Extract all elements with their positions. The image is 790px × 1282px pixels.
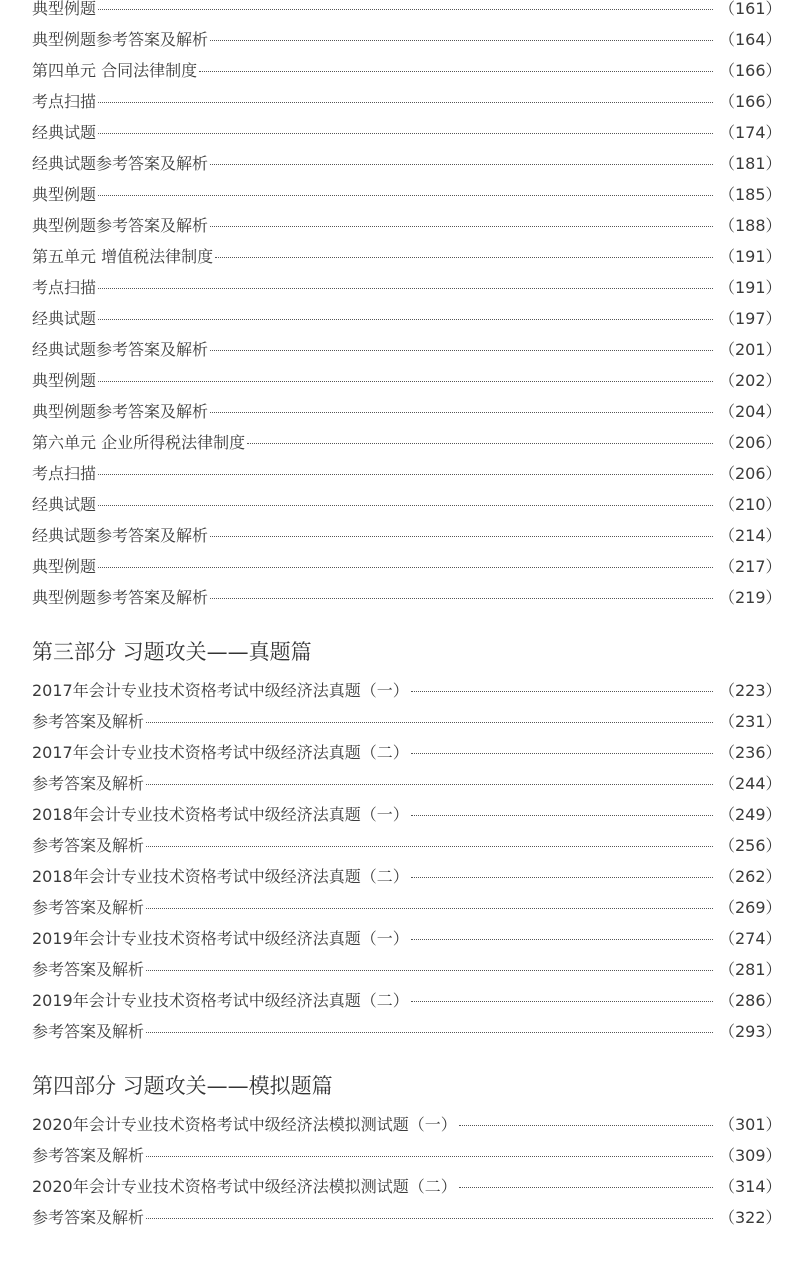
- dot-leader: [210, 411, 713, 413]
- toc-entry: [32, 122, 782, 144]
- toc-entry: [32, 277, 782, 299]
- toc-entry: [32, 184, 782, 206]
- toc-entry-page: （293）: [719, 1022, 782, 1041]
- toc-entry-page: （256）: [719, 836, 782, 855]
- dot-leader: [411, 876, 713, 878]
- toc-entry-title: 典型例题: [32, 557, 97, 576]
- toc-entry-title: 经典试题: [32, 123, 97, 142]
- dot-leader: [210, 39, 713, 41]
- section-heading: 第三部分 习题攻关——真题篇: [32, 640, 312, 664]
- toc-entry-page: （214）: [719, 526, 782, 545]
- toc-entry-title: 2019年会计专业技术资格考试中级经济法真题（一）: [32, 929, 409, 948]
- dot-leader: [411, 690, 713, 692]
- toc-entry-page: （274）: [719, 929, 782, 948]
- dot-leader: [210, 163, 713, 165]
- toc-entry-title: 典型例题参考答案及解析: [32, 588, 209, 607]
- toc-entry-title: 典型例题参考答案及解析: [32, 30, 209, 49]
- toc-entry: [32, 742, 782, 764]
- dot-leader: [146, 721, 713, 723]
- toc-entry-title: 2019年会计专业技术资格考试中级经济法真题（二）: [32, 991, 409, 1010]
- dot-leader: [98, 101, 713, 103]
- toc-entry: [32, 1145, 782, 1167]
- dot-leader: [98, 287, 713, 289]
- toc-entry-page: （197）: [719, 309, 782, 328]
- toc-entry: [32, 866, 782, 888]
- toc-entry-page: （210）: [719, 495, 782, 514]
- toc-entry: [32, 494, 782, 516]
- dot-leader: [411, 814, 713, 816]
- toc-entry-title: 参考答案及解析: [32, 1208, 145, 1227]
- toc-entry: [32, 587, 782, 609]
- dot-leader: [210, 225, 713, 227]
- toc-entry-title: 参考答案及解析: [32, 712, 145, 731]
- toc-entry-title: 2017年会计专业技术资格考试中级经济法真题（二）: [32, 743, 409, 762]
- dot-leader: [146, 1217, 713, 1219]
- toc-entry: [32, 463, 782, 485]
- dot-leader: [210, 535, 713, 537]
- toc-entry-title: 经典试题参考答案及解析: [32, 154, 209, 173]
- dot-leader: [459, 1186, 713, 1188]
- toc-entry-page: （249）: [719, 805, 782, 824]
- toc-entry-title: 2020年会计专业技术资格考试中级经济法模拟测试题（二）: [32, 1177, 457, 1196]
- section-heading: 第四部分 习题攻关——模拟题篇: [32, 1074, 333, 1098]
- toc-entry-title: 经典试题: [32, 495, 97, 514]
- dot-leader: [247, 442, 713, 444]
- dot-leader: [146, 845, 713, 847]
- toc-entry-title: 参考答案及解析: [32, 836, 145, 855]
- toc-entry-page: （206）: [719, 433, 782, 452]
- toc-entry: [32, 246, 782, 268]
- toc-entry: [32, 804, 782, 826]
- dot-leader: [411, 938, 713, 940]
- toc-entry: [32, 432, 782, 454]
- toc-entry-page: （223）: [719, 681, 782, 700]
- toc-entry: [32, 556, 782, 578]
- toc-entry-title: 典型例题: [32, 185, 97, 204]
- toc-entry-title: 第四单元 合同法律制度: [32, 61, 198, 80]
- toc-entry-title: 参考答案及解析: [32, 898, 145, 917]
- toc-entry-page: （309）: [719, 1146, 782, 1165]
- toc-entry-title: 2018年会计专业技术资格考试中级经济法真题（二）: [32, 867, 409, 886]
- toc-entry-title: 经典试题参考答案及解析: [32, 340, 209, 359]
- dot-leader: [459, 1124, 713, 1126]
- toc-entry-page: （236）: [719, 743, 782, 762]
- toc-entry: [32, 91, 782, 113]
- toc-entry: [32, 308, 782, 330]
- toc-entry-page: （219）: [719, 588, 782, 607]
- toc-entry-page: （201）: [719, 340, 782, 359]
- toc-entry: [32, 60, 782, 82]
- toc-entry-page: （286）: [719, 991, 782, 1010]
- toc-entry-page: （202）: [719, 371, 782, 390]
- toc-entry: [32, 680, 782, 702]
- toc-entry: [32, 990, 782, 1012]
- dot-leader: [146, 783, 713, 785]
- toc-entry: [32, 1021, 782, 1043]
- toc-entry-page: （301）: [719, 1115, 782, 1134]
- toc-entry-page: （185）: [719, 185, 782, 204]
- dot-leader: [98, 504, 713, 506]
- toc-entry-page: （244）: [719, 774, 782, 793]
- toc-entry: [32, 1176, 782, 1198]
- toc-entry-page: （166）: [719, 92, 782, 111]
- toc-entry: [32, 215, 782, 237]
- toc-entry-title: 经典试题参考答案及解析: [32, 526, 209, 545]
- dot-leader: [98, 566, 713, 568]
- toc-entry: [32, 897, 782, 919]
- toc-entry-page: （314）: [719, 1177, 782, 1196]
- toc-entry: [32, 339, 782, 361]
- toc-entry-title: 第五单元 增值税法律制度: [32, 247, 214, 266]
- toc-entry-page: （161）: [719, 0, 782, 18]
- toc-entry: [32, 928, 782, 950]
- toc-entry: [32, 1207, 782, 1229]
- toc-entry-page: （191）: [719, 278, 782, 297]
- dot-leader: [98, 8, 713, 10]
- toc-entry-title: 典型例题参考答案及解析: [32, 216, 209, 235]
- toc-entry-title: 第六单元 企业所得税法律制度: [32, 433, 246, 452]
- toc-entry-title: 经典试题: [32, 309, 97, 328]
- dot-leader: [146, 907, 713, 909]
- toc-entry-page: （281）: [719, 960, 782, 979]
- toc-entry-page: （166）: [719, 61, 782, 80]
- toc-entry-title: 参考答案及解析: [32, 1146, 145, 1165]
- toc-entry-title: 2017年会计专业技术资格考试中级经济法真题（一）: [32, 681, 409, 700]
- toc-entry-title: 典型例题: [32, 371, 97, 390]
- toc-entry-page: （191）: [719, 247, 782, 266]
- toc-entry-page: （217）: [719, 557, 782, 576]
- toc-entry-page: （269）: [719, 898, 782, 917]
- dot-leader: [98, 132, 713, 134]
- dot-leader: [98, 194, 713, 196]
- dot-leader: [146, 1155, 713, 1157]
- toc-entry: [32, 401, 782, 423]
- dot-leader: [98, 318, 713, 320]
- toc-entry: [32, 525, 782, 547]
- toc-entry: [32, 153, 782, 175]
- dot-leader: [210, 597, 713, 599]
- toc-entry: [32, 835, 782, 857]
- dot-leader: [199, 70, 713, 72]
- dot-leader: [146, 1031, 713, 1033]
- toc-entry-page: （164）: [719, 30, 782, 49]
- toc-entry-title: 参考答案及解析: [32, 960, 145, 979]
- toc-entry: [32, 711, 782, 733]
- dot-leader: [210, 349, 713, 351]
- toc-entry: [32, 959, 782, 981]
- toc-entry-page: （188）: [719, 216, 782, 235]
- dot-leader: [411, 752, 713, 754]
- toc-entry: [32, 0, 782, 20]
- toc-entry: [32, 29, 782, 51]
- dot-leader: [146, 969, 713, 971]
- toc-entry-page: （322）: [719, 1208, 782, 1227]
- toc-entry-page: （181）: [719, 154, 782, 173]
- toc-entry-title: 典型例题: [32, 0, 97, 18]
- dot-leader: [411, 1000, 713, 1002]
- toc-entry: [32, 1114, 782, 1136]
- toc-entry-title: 典型例题参考答案及解析: [32, 402, 209, 421]
- dot-leader: [215, 256, 713, 258]
- toc-entry-page: （231）: [719, 712, 782, 731]
- dot-leader: [98, 380, 713, 382]
- toc-entry-title: 2020年会计专业技术资格考试中级经济法模拟测试题（一）: [32, 1115, 457, 1134]
- toc-entry-title: 参考答案及解析: [32, 1022, 145, 1041]
- toc-entry-page: （262）: [719, 867, 782, 886]
- toc-entry-title: 2018年会计专业技术资格考试中级经济法真题（一）: [32, 805, 409, 824]
- toc-entry-title: 考点扫描: [32, 464, 97, 483]
- toc-entry: [32, 370, 782, 392]
- toc-entry-title: 考点扫描: [32, 278, 97, 297]
- toc-entry-page: （174）: [719, 123, 782, 142]
- toc-entry-title: 参考答案及解析: [32, 774, 145, 793]
- toc-entry-title: 考点扫描: [32, 92, 97, 111]
- dot-leader: [98, 473, 713, 475]
- toc-entry-page: （204）: [719, 402, 782, 421]
- toc-entry-page: （206）: [719, 464, 782, 483]
- toc-entry: [32, 773, 782, 795]
